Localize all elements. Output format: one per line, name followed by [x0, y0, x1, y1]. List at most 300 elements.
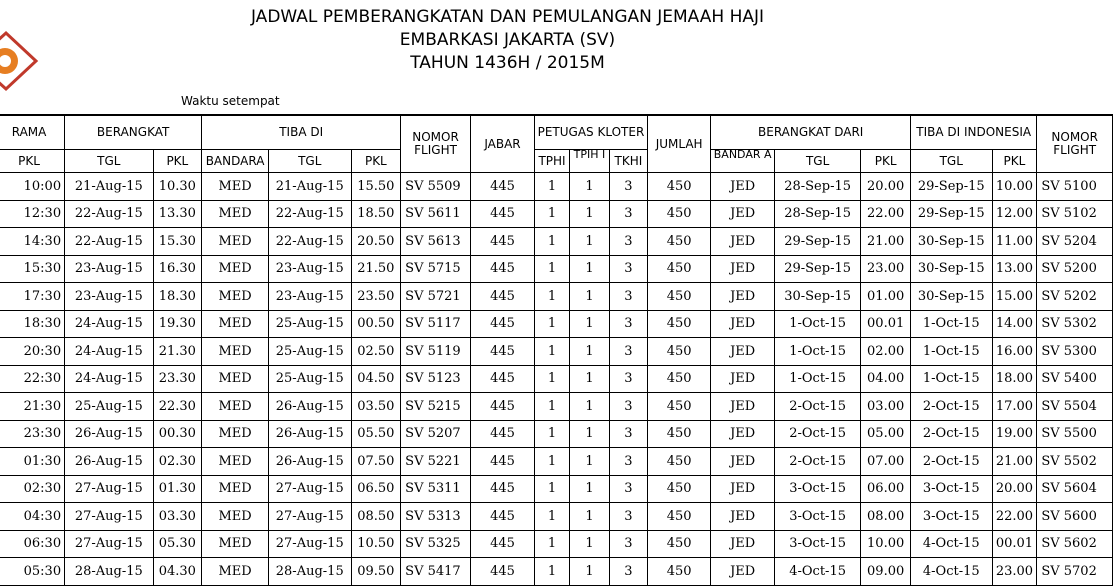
- cell-return-bandara: JED: [711, 283, 775, 311]
- cell-tiba-tgl: 23-Aug-15: [268, 283, 351, 311]
- header-tgl: TGL: [910, 150, 992, 173]
- cell-berangkat-pkl: 00.30: [153, 420, 202, 448]
- cell-asrama-pkl: 15:30: [0, 255, 65, 283]
- cell-tpihi: 1: [570, 228, 610, 256]
- cell-tiba-pkl: 15.50: [351, 173, 401, 201]
- document-subtitle: EMBARKASI JAKARTA (SV): [399, 30, 616, 50]
- header-berangkat: BERANGKAT: [65, 115, 202, 150]
- cell-flight: SV 5117: [401, 310, 471, 338]
- cell-berangkat-tgl: 28-Aug-15: [65, 558, 153, 586]
- cell-indonesia-pkl: 13.00: [992, 255, 1037, 283]
- cell-tiba-pkl: 08.50: [351, 503, 401, 531]
- cell-return-bandara: JED: [711, 255, 775, 283]
- cell-berangkat-tgl: 24-Aug-15: [65, 365, 153, 393]
- cell-indonesia-tgl: 29-Sep-15: [910, 200, 992, 228]
- cell-flight: SV 5123: [401, 365, 471, 393]
- cell-flight: SV 5721: [401, 283, 471, 311]
- cell-indonesia-pkl: 11.00: [992, 228, 1037, 256]
- cell-return-bandara: JED: [711, 420, 775, 448]
- header-pkl: PKL: [351, 150, 401, 173]
- cell-return-pkl: 03.00: [861, 393, 911, 421]
- cell-tkhi: 3: [609, 255, 647, 283]
- cell-jabar: 445: [470, 310, 534, 338]
- table-row: [0, 173, 1113, 201]
- cell-tpihi: 1: [570, 283, 610, 311]
- cell-return-pkl: 09.00: [861, 558, 911, 586]
- cell-indonesia-tgl: 1-Oct-15: [910, 310, 992, 338]
- cell-tiba-tgl: 21-Aug-15: [268, 173, 351, 201]
- cell-tiba-tgl: 22-Aug-15: [268, 228, 351, 256]
- cell-tiba-bandara: MED: [202, 310, 269, 338]
- cell-tkhi: 3: [609, 200, 647, 228]
- cell-indonesia-tgl: 1-Oct-15: [910, 365, 992, 393]
- cell-berangkat-tgl: 27-Aug-15: [65, 475, 153, 503]
- header-pkl: PKL: [0, 150, 65, 173]
- cell-tkhi: 3: [609, 228, 647, 256]
- cell-tpihi: 1: [570, 200, 610, 228]
- cell-return-flight: SV 5400: [1037, 365, 1113, 393]
- cell-tphi: 1: [535, 530, 570, 558]
- cell-asrama-pkl: 12:30: [0, 200, 65, 228]
- table-row: [0, 365, 1113, 393]
- cell-flight: SV 5417: [401, 558, 471, 586]
- cell-return-bandara: JED: [711, 365, 775, 393]
- cell-indonesia-tgl: 3-Oct-15: [910, 503, 992, 531]
- header-asrama: RAMA: [0, 115, 65, 150]
- cell-tkhi: 3: [609, 393, 647, 421]
- cell-jumlah: 450: [647, 530, 711, 558]
- cell-tiba-bandara: MED: [202, 200, 269, 228]
- cell-berangkat-pkl: 01.30: [153, 475, 202, 503]
- header-tphi: TPHI: [535, 150, 570, 173]
- cell-flight: SV 5715: [401, 255, 471, 283]
- cell-return-bandara: JED: [711, 558, 775, 586]
- cell-flight: SV 5207: [401, 420, 471, 448]
- cell-tpihi: 1: [570, 420, 610, 448]
- cell-indonesia-tgl: 2-Oct-15: [910, 393, 992, 421]
- cell-jumlah: 450: [647, 365, 711, 393]
- cell-tiba-bandara: MED: [202, 365, 269, 393]
- cell-berangkat-pkl: 18.30: [153, 283, 202, 311]
- cell-jabar: 445: [470, 558, 534, 586]
- cell-tiba-bandara: MED: [202, 503, 269, 531]
- cell-return-flight: SV 5600: [1037, 503, 1113, 531]
- cell-tkhi: 3: [609, 365, 647, 393]
- header-jabar: JABAR: [470, 115, 534, 173]
- cell-tphi: 1: [535, 558, 570, 586]
- cell-tpihi: 1: [570, 530, 610, 558]
- cell-indonesia-pkl: 12.00: [992, 200, 1037, 228]
- cell-jumlah: 450: [647, 255, 711, 283]
- cell-berangkat-tgl: 25-Aug-15: [65, 393, 153, 421]
- header-bandara: BANDARA: [202, 150, 269, 173]
- cell-tpihi: 1: [570, 365, 610, 393]
- cell-tiba-pkl: 20.50: [351, 228, 401, 256]
- table-row: [0, 475, 1113, 503]
- cell-jumlah: 450: [647, 475, 711, 503]
- cell-tiba-tgl: 26-Aug-15: [268, 420, 351, 448]
- cell-tiba-tgl: 27-Aug-15: [268, 503, 351, 531]
- cell-tiba-bandara: MED: [202, 255, 269, 283]
- table-row: [0, 228, 1113, 256]
- cell-tiba-tgl: 26-Aug-15: [268, 448, 351, 476]
- header-tpihi: TPIH I: [570, 150, 610, 173]
- cell-indonesia-tgl: 4-Oct-15: [910, 530, 992, 558]
- cell-jabar: 445: [470, 228, 534, 256]
- cell-indonesia-pkl: 21.00: [992, 448, 1037, 476]
- cell-jabar: 445: [470, 200, 534, 228]
- cell-tiba-pkl: 21.50: [351, 255, 401, 283]
- header-jumlah: JUMLAH: [647, 115, 711, 173]
- cell-flight: SV 5313: [401, 503, 471, 531]
- cell-return-pkl: 06.00: [861, 475, 911, 503]
- cell-indonesia-tgl: 30-Sep-15: [910, 255, 992, 283]
- cell-tphi: 1: [535, 200, 570, 228]
- cell-jabar: 445: [470, 365, 534, 393]
- cell-return-tgl: 3-Oct-15: [774, 475, 860, 503]
- table-row: [0, 393, 1113, 421]
- header-bandara-return: BANDAR A: [711, 150, 775, 173]
- cell-berangkat-tgl: 27-Aug-15: [65, 530, 153, 558]
- cell-return-tgl: 1-Oct-15: [774, 310, 860, 338]
- cell-asrama-pkl: 01:30: [0, 448, 65, 476]
- cell-tiba-bandara: MED: [202, 393, 269, 421]
- cell-berangkat-tgl: 24-Aug-15: [65, 310, 153, 338]
- cell-indonesia-pkl: 10.00: [992, 173, 1037, 201]
- cell-indonesia-pkl: 17.00: [992, 393, 1037, 421]
- cell-tpihi: 1: [570, 448, 610, 476]
- cell-berangkat-tgl: 22-Aug-15: [65, 228, 153, 256]
- cell-return-pkl: 05.00: [861, 420, 911, 448]
- cell-indonesia-pkl: 00.01: [992, 530, 1037, 558]
- cell-asrama-pkl: 10:00: [0, 173, 65, 201]
- cell-jumlah: 450: [647, 393, 711, 421]
- cell-tiba-pkl: 03.50: [351, 393, 401, 421]
- cell-return-flight: SV 5302: [1037, 310, 1113, 338]
- cell-return-pkl: 10.00: [861, 530, 911, 558]
- cell-tkhi: 3: [609, 503, 647, 531]
- cell-jumlah: 450: [647, 448, 711, 476]
- cell-return-tgl: 1-Oct-15: [774, 365, 860, 393]
- cell-tphi: 1: [535, 310, 570, 338]
- cell-return-bandara: JED: [711, 475, 775, 503]
- cell-tiba-pkl: 02.50: [351, 338, 401, 366]
- cell-tiba-tgl: 28-Aug-15: [268, 558, 351, 586]
- cell-indonesia-pkl: 14.00: [992, 310, 1037, 338]
- header-berangkat-dari: BERANGKAT DARI: [711, 115, 911, 150]
- cell-jumlah: 450: [647, 173, 711, 201]
- cell-indonesia-tgl: 29-Sep-15: [910, 173, 992, 201]
- header-tgl: TGL: [774, 150, 860, 173]
- cell-asrama-pkl: 04:30: [0, 503, 65, 531]
- cell-tphi: 1: [535, 228, 570, 256]
- cell-tiba-bandara: MED: [202, 173, 269, 201]
- cell-return-flight: SV 5504: [1037, 393, 1113, 421]
- table-row: [0, 338, 1113, 366]
- cell-return-bandara: JED: [711, 338, 775, 366]
- cell-berangkat-pkl: 22.30: [153, 393, 202, 421]
- cell-return-bandara: JED: [711, 503, 775, 531]
- cell-tpihi: 1: [570, 338, 610, 366]
- cell-tphi: 1: [535, 365, 570, 393]
- cell-asrama-pkl: 02:30: [0, 475, 65, 503]
- cell-berangkat-pkl: 03.30: [153, 503, 202, 531]
- cell-return-flight: SV 5202: [1037, 283, 1113, 311]
- cell-asrama-pkl: 21:30: [0, 393, 65, 421]
- cell-tiba-bandara: MED: [202, 558, 269, 586]
- cell-return-bandara: JED: [711, 393, 775, 421]
- cell-berangkat-tgl: 26-Aug-15: [65, 448, 153, 476]
- cell-tpihi: 1: [570, 503, 610, 531]
- cell-jabar: 445: [470, 420, 534, 448]
- cell-return-flight: SV 5102: [1037, 200, 1113, 228]
- cell-tkhi: 3: [609, 448, 647, 476]
- header-tkhi: TKHI: [609, 150, 647, 173]
- cell-indonesia-tgl: 1-Oct-15: [910, 338, 992, 366]
- table-row: [0, 448, 1113, 476]
- header-nomor-flight: NOMOR FLIGHT: [401, 115, 471, 173]
- cell-flight: SV 5311: [401, 475, 471, 503]
- document-title: JADWAL PEMBERANGKATAN DAN PEMULANGAN JEMAAH HAJI: [250, 7, 765, 27]
- cell-berangkat-pkl: 10.30: [153, 173, 202, 201]
- cell-berangkat-tgl: 23-Aug-15: [65, 283, 153, 311]
- cell-return-tgl: 28-Sep-15: [774, 173, 860, 201]
- cell-return-pkl: 02.00: [861, 338, 911, 366]
- header-tiba-di: TIBA DI: [202, 115, 401, 150]
- cell-tiba-bandara: MED: [202, 420, 269, 448]
- cell-return-tgl: 3-Oct-15: [774, 503, 860, 531]
- cell-berangkat-pkl: 02.30: [153, 448, 202, 476]
- cell-tphi: 1: [535, 503, 570, 531]
- cell-indonesia-tgl: 2-Oct-15: [910, 420, 992, 448]
- cell-return-pkl: 07.00: [861, 448, 911, 476]
- cell-tkhi: 3: [609, 475, 647, 503]
- cell-asrama-pkl: 23:30: [0, 420, 65, 448]
- cell-flight: SV 5325: [401, 530, 471, 558]
- cell-berangkat-tgl: 24-Aug-15: [65, 338, 153, 366]
- cell-return-flight: SV 5604: [1037, 475, 1113, 503]
- cell-jabar: 445: [470, 283, 534, 311]
- document-year: TAHUN 1436H / 2015M: [410, 53, 605, 73]
- cell-return-pkl: 23.00: [861, 255, 911, 283]
- cell-tphi: 1: [535, 393, 570, 421]
- cell-berangkat-tgl: 21-Aug-15: [65, 173, 153, 201]
- cell-tiba-tgl: 25-Aug-15: [268, 310, 351, 338]
- cell-tiba-pkl: 06.50: [351, 475, 401, 503]
- cell-tphi: 1: [535, 283, 570, 311]
- cell-return-bandara: JED: [711, 173, 775, 201]
- table-row: [0, 255, 1113, 283]
- cell-berangkat-pkl: 23.30: [153, 365, 202, 393]
- cell-tiba-tgl: 27-Aug-15: [268, 530, 351, 558]
- table-row: [0, 558, 1113, 586]
- cell-berangkat-pkl: 19.30: [153, 310, 202, 338]
- cell-tiba-pkl: 23.50: [351, 283, 401, 311]
- cell-jumlah: 450: [647, 200, 711, 228]
- cell-return-pkl: 00.01: [861, 310, 911, 338]
- cell-indonesia-pkl: 15.00: [992, 283, 1037, 311]
- cell-tpihi: 1: [570, 393, 610, 421]
- cell-jumlah: 450: [647, 558, 711, 586]
- cell-tpihi: 1: [570, 475, 610, 503]
- cell-tphi: 1: [535, 420, 570, 448]
- header-tgl: TGL: [65, 150, 153, 173]
- cell-flight: SV 5215: [401, 393, 471, 421]
- cell-tkhi: 3: [609, 558, 647, 586]
- header-nomor-flight-return: NOMOR FLIGHT: [1037, 115, 1113, 173]
- cell-return-flight: SV 5204: [1037, 228, 1113, 256]
- header-pkl: PKL: [992, 150, 1037, 173]
- cell-flight: SV 5611: [401, 200, 471, 228]
- cell-tiba-bandara: MED: [202, 338, 269, 366]
- cell-tiba-bandara: MED: [202, 283, 269, 311]
- cell-return-pkl: 22.00: [861, 200, 911, 228]
- cell-tiba-pkl: 18.50: [351, 200, 401, 228]
- cell-return-pkl: 20.00: [861, 173, 911, 201]
- cell-tiba-pkl: 10.50: [351, 530, 401, 558]
- header-pkl: PKL: [861, 150, 911, 173]
- cell-tpihi: 1: [570, 173, 610, 201]
- cell-jumlah: 450: [647, 420, 711, 448]
- cell-return-tgl: 29-Sep-15: [774, 228, 860, 256]
- cell-berangkat-pkl: 16.30: [153, 255, 202, 283]
- cell-indonesia-pkl: 22.00: [992, 503, 1037, 531]
- cell-return-pkl: 04.00: [861, 365, 911, 393]
- cell-asrama-pkl: 05:30: [0, 558, 65, 586]
- cell-jabar: 445: [470, 173, 534, 201]
- cell-tiba-pkl: 07.50: [351, 448, 401, 476]
- cell-tkhi: 3: [609, 173, 647, 201]
- cell-return-tgl: 3-Oct-15: [774, 530, 860, 558]
- table-row: [0, 200, 1113, 228]
- cell-jabar: 445: [470, 530, 534, 558]
- cell-return-flight: SV 5602: [1037, 530, 1113, 558]
- cell-return-flight: SV 5100: [1037, 173, 1113, 201]
- cell-jabar: 445: [470, 503, 534, 531]
- cell-tkhi: 3: [609, 283, 647, 311]
- cell-tiba-bandara: MED: [202, 530, 269, 558]
- cell-jumlah: 450: [647, 228, 711, 256]
- header-tgl: TGL: [268, 150, 351, 173]
- cell-asrama-pkl: 17:30: [0, 283, 65, 311]
- cell-berangkat-pkl: 13.30: [153, 200, 202, 228]
- cell-tphi: 1: [535, 173, 570, 201]
- cell-asrama-pkl: 14:30: [0, 228, 65, 256]
- cell-return-tgl: 30-Sep-15: [774, 283, 860, 311]
- cell-tiba-bandara: MED: [202, 228, 269, 256]
- cell-tkhi: 3: [609, 530, 647, 558]
- cell-return-flight: SV 5502: [1037, 448, 1113, 476]
- cell-tpihi: 1: [570, 558, 610, 586]
- cell-tiba-bandara: MED: [202, 448, 269, 476]
- time-note: Waktu setempat: [181, 94, 280, 108]
- cell-return-pkl: 01.00: [861, 283, 911, 311]
- cell-indonesia-pkl: 18.00: [992, 365, 1037, 393]
- cell-indonesia-tgl: 2-Oct-15: [910, 448, 992, 476]
- cell-jumlah: 450: [647, 283, 711, 311]
- cell-asrama-pkl: 18:30: [0, 310, 65, 338]
- cell-jabar: 445: [470, 255, 534, 283]
- cell-tiba-pkl: 00.50: [351, 310, 401, 338]
- cell-jabar: 445: [470, 475, 534, 503]
- cell-return-tgl: 2-Oct-15: [774, 448, 860, 476]
- cell-flight: SV 5613: [401, 228, 471, 256]
- cell-tpihi: 1: [570, 310, 610, 338]
- table-row: [0, 283, 1113, 311]
- cell-tkhi: 3: [609, 338, 647, 366]
- cell-indonesia-tgl: 30-Sep-15: [910, 228, 992, 256]
- cell-asrama-pkl: 20:30: [0, 338, 65, 366]
- cell-flight: SV 5119: [401, 338, 471, 366]
- cell-jumlah: 450: [647, 338, 711, 366]
- cell-return-flight: SV 5300: [1037, 338, 1113, 366]
- cell-indonesia-pkl: 19.00: [992, 420, 1037, 448]
- cell-tpihi: 1: [570, 255, 610, 283]
- cell-indonesia-tgl: 4-Oct-15: [910, 558, 992, 586]
- table-row: [0, 503, 1113, 531]
- cell-jabar: 445: [470, 393, 534, 421]
- cell-tiba-pkl: 09.50: [351, 558, 401, 586]
- cell-asrama-pkl: 06:30: [0, 530, 65, 558]
- cell-tiba-tgl: 27-Aug-15: [268, 475, 351, 503]
- cell-tiba-pkl: 04.50: [351, 365, 401, 393]
- cell-return-tgl: 2-Oct-15: [774, 393, 860, 421]
- cell-return-bandara: JED: [711, 228, 775, 256]
- table-row: [0, 310, 1113, 338]
- cell-tiba-tgl: 22-Aug-15: [268, 200, 351, 228]
- cell-indonesia-pkl: 20.00: [992, 475, 1037, 503]
- header-tiba-indonesia: TIBA DI INDONESIA: [910, 115, 1036, 150]
- cell-return-bandara: JED: [711, 448, 775, 476]
- cell-jabar: 445: [470, 448, 534, 476]
- cell-jabar: 445: [470, 338, 534, 366]
- cell-return-bandara: JED: [711, 310, 775, 338]
- cell-tiba-tgl: 26-Aug-15: [268, 393, 351, 421]
- cell-return-flight: SV 5702: [1037, 558, 1113, 586]
- cell-flight: SV 5509: [401, 173, 471, 201]
- cell-jumlah: 450: [647, 503, 711, 531]
- cell-berangkat-pkl: 04.30: [153, 558, 202, 586]
- cell-tphi: 1: [535, 338, 570, 366]
- cell-jumlah: 450: [647, 310, 711, 338]
- cell-return-pkl: 21.00: [861, 228, 911, 256]
- cell-return-tgl: 29-Sep-15: [774, 255, 860, 283]
- cell-berangkat-tgl: 26-Aug-15: [65, 420, 153, 448]
- cell-flight: SV 5221: [401, 448, 471, 476]
- cell-asrama-pkl: 22:30: [0, 365, 65, 393]
- header-petugas-kloter: PETUGAS KLOTER: [535, 115, 648, 150]
- cell-tiba-bandara: MED: [202, 475, 269, 503]
- cell-tiba-pkl: 05.50: [351, 420, 401, 448]
- table-row: [0, 420, 1113, 448]
- cell-tphi: 1: [535, 448, 570, 476]
- cell-return-tgl: 1-Oct-15: [774, 338, 860, 366]
- cell-return-pkl: 08.00: [861, 503, 911, 531]
- cell-berangkat-tgl: 27-Aug-15: [65, 503, 153, 531]
- cell-return-tgl: 4-Oct-15: [774, 558, 860, 586]
- cell-tiba-tgl: 23-Aug-15: [268, 255, 351, 283]
- cell-indonesia-pkl: 16.00: [992, 338, 1037, 366]
- cell-return-flight: SV 5500: [1037, 420, 1113, 448]
- header-pkl: PKL: [153, 150, 202, 173]
- cell-indonesia-tgl: 3-Oct-15: [910, 475, 992, 503]
- cell-tphi: 1: [535, 255, 570, 283]
- cell-tkhi: 3: [609, 310, 647, 338]
- cell-berangkat-tgl: 22-Aug-15: [65, 200, 153, 228]
- cell-tiba-tgl: 25-Aug-15: [268, 338, 351, 366]
- cell-berangkat-pkl: 15.30: [153, 228, 202, 256]
- cell-tkhi: 3: [609, 420, 647, 448]
